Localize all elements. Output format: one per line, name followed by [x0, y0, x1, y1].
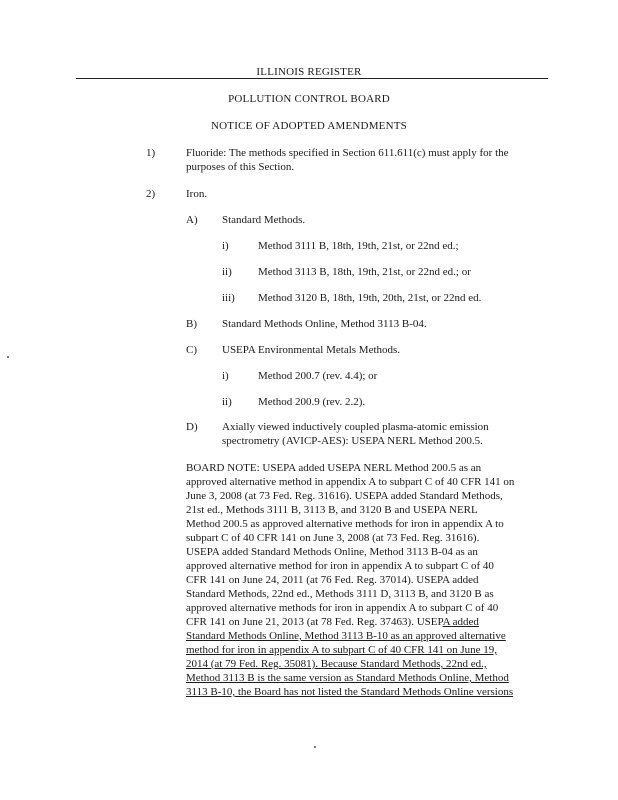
subitem-c-label: C) — [186, 344, 197, 356]
board-note-line — [186, 630, 506, 643]
board-note-line: subpart C of 40 CFR 141 on June 3, 2008 (at 73 Fed. Reg. 31616). — [186, 532, 480, 544]
subitem-d-text-line-1: Axially viewed inductively coupled plasma-atomic emission — [222, 421, 489, 433]
board-note-added-text: as an approved alternative — [387, 630, 506, 642]
board-note-line: approved alternative methods for iron in appendix A to subpart C of 40 — [186, 602, 499, 614]
subitem-c-text: USEPA Environmental Metals Methods. — [222, 344, 401, 356]
item-1-text-line-1: Fluoride: The methods specified in Section 611.611(c) must apply for the — [186, 147, 509, 159]
scan-speck — [314, 746, 316, 748]
subitem-a-text: Standard Methods. — [222, 214, 306, 226]
subitem-c-ii-label: ii) — [222, 396, 232, 408]
subitem-a-ii-text: Method 3113 B, 18th, 19th, 21st, or 22nd ed.; or — [258, 266, 471, 278]
board-note-line: approved alternative method in appendix A to subpart C of 40 CFR 141 on — [186, 476, 515, 488]
board-note-line: Standard Methods, 22nd ed., Methods 3111 D, 3113 B, and 3120 B as — [186, 588, 494, 600]
subitem-b-text: Standard Methods Online, Method 3113 B-04. — [222, 318, 427, 330]
notice-title: NOTICE OF ADOPTED AMENDMENTS — [211, 120, 407, 132]
scan-speck — [7, 356, 9, 358]
board-note-line: CFR 141 on June 24, 2011 (at 76 Fed. Reg. 37014). USEPA added — [186, 574, 479, 586]
item-1-number: 1) — [146, 147, 156, 159]
subitem-c-i-label: i) — [222, 370, 229, 382]
subitem-a-label: A) — [186, 214, 198, 226]
subitem-c-i-text: Method 200.7 (rev. 4.4); or — [258, 370, 378, 382]
subitem-a-iii-label: iii) — [222, 292, 235, 304]
subitem-c-ii-text: Method 200.9 (rev. 2.2). — [258, 396, 366, 408]
board-note-line: BOARD NOTE: USEPA added USEPA NERL Method 200.5 as an — [186, 462, 482, 474]
board-note-line: 21st ed., Methods 3111 B, 3113 B, and 3120 B and USEPA NERL — [186, 504, 478, 516]
board-note-line: Method 200.5 as approved alternative methods for iron in appendix A to — [186, 518, 504, 530]
header-rule — [76, 78, 548, 79]
register-title: ILLINOIS REGISTER — [256, 66, 362, 78]
item-2-text: Iron. — [186, 188, 208, 200]
item-1-text-line-2: purposes of this Section. — [186, 161, 295, 173]
board-note-line: approved alternative method for iron in appendix A to subpart C of 40 — [186, 560, 494, 572]
subitem-b-label: B) — [186, 318, 197, 330]
board-note-added-text: A added — [442, 616, 479, 628]
subitem-a-ii-label: ii) — [222, 266, 232, 278]
subitem-a-i-text: Method 3111 B, 18th, 19th, 21st, or 22nd ed.; — [258, 240, 459, 252]
board-note-added-line: Method 3113 B is the same version as Standard Methods Online, Method — [186, 672, 509, 684]
board-note-text: CFR 141 on June 21, 2013 (at 78 Fed. Reg. 37463). USEP — [186, 616, 443, 628]
board-note-added-line: 3113 B-10, the Board has not listed the Standard Methods Online versions — [186, 686, 514, 698]
board-note-line: USEPA added Standard Methods Online, Method 3113 B-04 as an — [186, 546, 478, 558]
item-2-number: 2) — [146, 188, 156, 200]
board-note-added-line: method for iron in appendix A to subpart C of 40 CFR 141 on June 19, — [186, 644, 498, 656]
subitem-d-label: D) — [186, 421, 198, 433]
subitem-a-iii-text: Method 3120 B, 18th, 19th, 20th, 21st, or 22nd ed. — [258, 292, 482, 304]
board-title: POLLUTION CONTROL BOARD — [228, 93, 390, 105]
board-note-line: June 3, 2008 (at 73 Fed. Reg. 31616). USEPA added Standard Methods, — [186, 490, 503, 502]
board-note-added-line: 2014 (at 79 Fed. Reg. 35081). Because Standard Methods, 22nd ed., — [186, 658, 487, 670]
subitem-a-i-label: i) — [222, 240, 229, 252]
board-note-line — [186, 616, 479, 629]
board-note-added-text: Standard Methods Online, Method 3113 B-10 — [186, 630, 388, 642]
subitem-d-text-line-2: spectrometry (AVICP-AES): USEPA NERL Method 200.5. — [222, 435, 483, 447]
